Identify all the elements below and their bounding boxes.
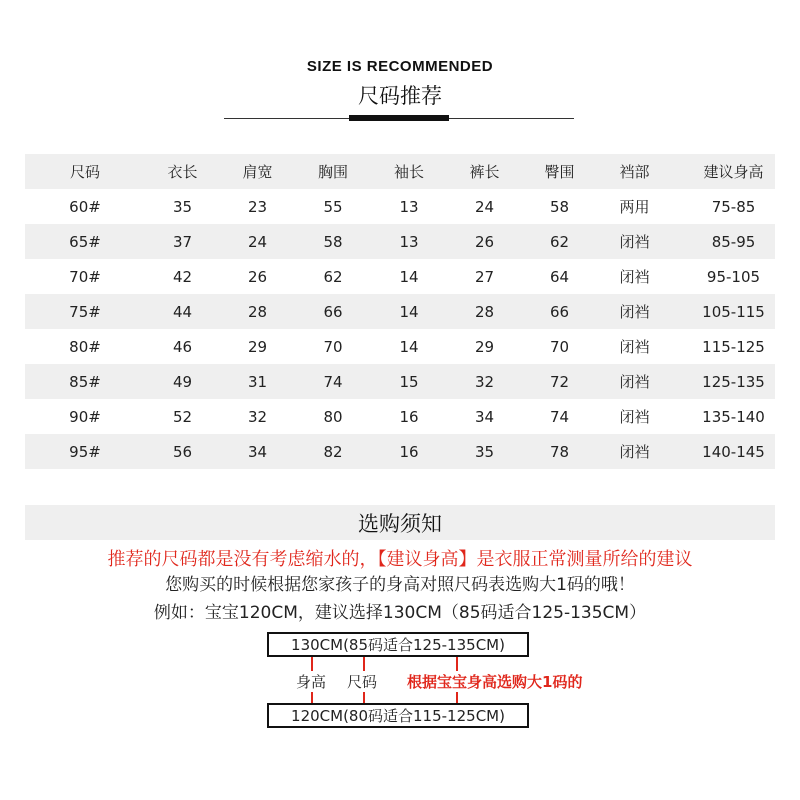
table-cell: 49	[172, 372, 193, 391]
table-cell: 46	[172, 337, 193, 356]
table-cell: 95-105	[706, 267, 761, 286]
table-cell: 66	[549, 302, 570, 321]
table-cell: 24	[474, 197, 495, 216]
table-cell: 125-135	[702, 372, 765, 391]
table-row	[25, 434, 775, 469]
table-header-row	[25, 154, 775, 189]
table-cell: 15	[399, 372, 419, 391]
size-table	[25, 154, 775, 469]
table-cell: 65#	[69, 232, 101, 251]
table-cell: 95#	[69, 442, 101, 461]
table-cell: 85-95	[711, 232, 756, 251]
table-cell: 闭裆	[619, 408, 650, 426]
table-header-cell: 胸围	[317, 163, 348, 181]
table-cell: 66	[323, 302, 343, 321]
table-cell: 75#	[69, 302, 101, 321]
table-row	[25, 294, 775, 329]
table-cell: 闭裆	[619, 338, 650, 356]
table-header-cell: 袖长	[393, 163, 424, 181]
table-cell: 42	[172, 267, 193, 286]
example-top-box: 130CM(85码适合125-135CM)	[267, 632, 529, 657]
table-cell: 105-115	[702, 302, 765, 321]
table-cell: 24	[247, 232, 268, 251]
table-cell: 35	[172, 197, 193, 216]
table-cell: 23	[247, 197, 268, 216]
label-rule: 根据宝宝身高选购大1码的	[407, 673, 583, 691]
table-cell: 62	[323, 267, 343, 286]
label-size: 尺码	[347, 673, 378, 691]
table-cell: 56	[172, 442, 193, 461]
title-chinese: 尺码推荐	[358, 84, 442, 108]
table-cell: 16	[399, 407, 419, 426]
table-cell: 70#	[69, 267, 101, 286]
table-cell: 29	[474, 337, 495, 356]
table-cell: 34	[474, 407, 495, 426]
title-english: SIZE IS RECOMMENDED	[306, 58, 494, 75]
table-cell: 115-125	[702, 337, 765, 356]
table-header-cell: 肩宽	[242, 163, 273, 181]
table-cell: 58	[323, 232, 343, 251]
table-header-cell: 衣长	[167, 163, 198, 181]
table-row	[25, 189, 775, 224]
table-cell: 34	[247, 442, 268, 461]
table-cell: 140-145	[702, 442, 765, 461]
table-cell: 64	[549, 267, 570, 286]
table-cell: 32	[474, 372, 495, 391]
label-height: 身高	[296, 673, 327, 691]
table-cell: 闭裆	[619, 443, 650, 461]
table-header-cell: 臀围	[544, 163, 575, 181]
table-cell: 70	[323, 337, 343, 356]
table-row	[25, 224, 775, 259]
table-row	[25, 399, 775, 434]
table-cell: 两用	[619, 198, 650, 216]
table-cell: 13	[399, 197, 419, 216]
table-cell: 85#	[69, 372, 101, 391]
table-header-cell: 尺码	[69, 163, 100, 181]
table-cell: 80#	[69, 337, 101, 356]
table-header-cell: 裤长	[469, 163, 500, 181]
table-cell: 70	[549, 337, 570, 356]
table-cell: 26	[247, 267, 268, 286]
table-cell: 14	[399, 302, 419, 321]
table-cell: 28	[474, 302, 495, 321]
table-cell: 78	[549, 442, 570, 461]
table-cell: 62	[549, 232, 570, 251]
table-header-cell: 裆部	[619, 163, 650, 181]
table-cell: 29	[247, 337, 268, 356]
table-cell: 26	[474, 232, 495, 251]
table-cell: 14	[399, 267, 419, 286]
table-cell: 16	[399, 442, 419, 461]
table-cell: 闭裆	[619, 268, 650, 286]
notice-line-3: 例如：宝宝120CM，建议选择130CM（85码适合125-135CM）	[153, 603, 647, 623]
table-cell: 135-140	[702, 407, 765, 426]
table-cell: 55	[323, 197, 343, 216]
table-cell: 58	[549, 197, 570, 216]
notice-line-2: 您购买的时候根据您家孩子的身高对照尺码表选购大1码的哦！	[165, 575, 635, 595]
table-cell: 37	[172, 232, 193, 251]
table-cell: 14	[399, 337, 419, 356]
table-cell: 80	[323, 407, 343, 426]
table-cell: 82	[323, 442, 343, 461]
table-cell: 75-85	[711, 197, 756, 216]
table-cell: 闭裆	[619, 303, 650, 321]
table-cell: 27	[474, 267, 495, 286]
table-cell: 13	[399, 232, 419, 251]
table-cell: 90#	[69, 407, 101, 426]
table-cell: 35	[474, 442, 495, 461]
table-cell: 60#	[69, 197, 101, 216]
table-cell: 74	[323, 372, 343, 391]
table-cell: 72	[549, 372, 570, 391]
table-cell: 闭裆	[619, 233, 650, 251]
table-cell: 32	[247, 407, 268, 426]
table-row	[25, 329, 775, 364]
table-row	[25, 364, 775, 399]
table-cell: 31	[247, 372, 268, 391]
table-cell: 28	[247, 302, 268, 321]
table-cell: 闭裆	[619, 373, 650, 391]
notice-line-1: 推荐的尺码都是没有考虑缩水的，【建议身高】是衣服正常测量所给的建议	[107, 549, 693, 570]
notice-title: 选购须知	[25, 505, 775, 540]
title-accent-bar	[349, 115, 449, 121]
example-bottom-box: 120CM(80码适合115-125CM)	[267, 703, 529, 728]
table-header-cell: 建议身高	[703, 163, 764, 181]
table-cell: 52	[172, 407, 193, 426]
table-cell: 44	[172, 302, 193, 321]
table-row	[25, 259, 775, 294]
table-cell: 74	[549, 407, 570, 426]
